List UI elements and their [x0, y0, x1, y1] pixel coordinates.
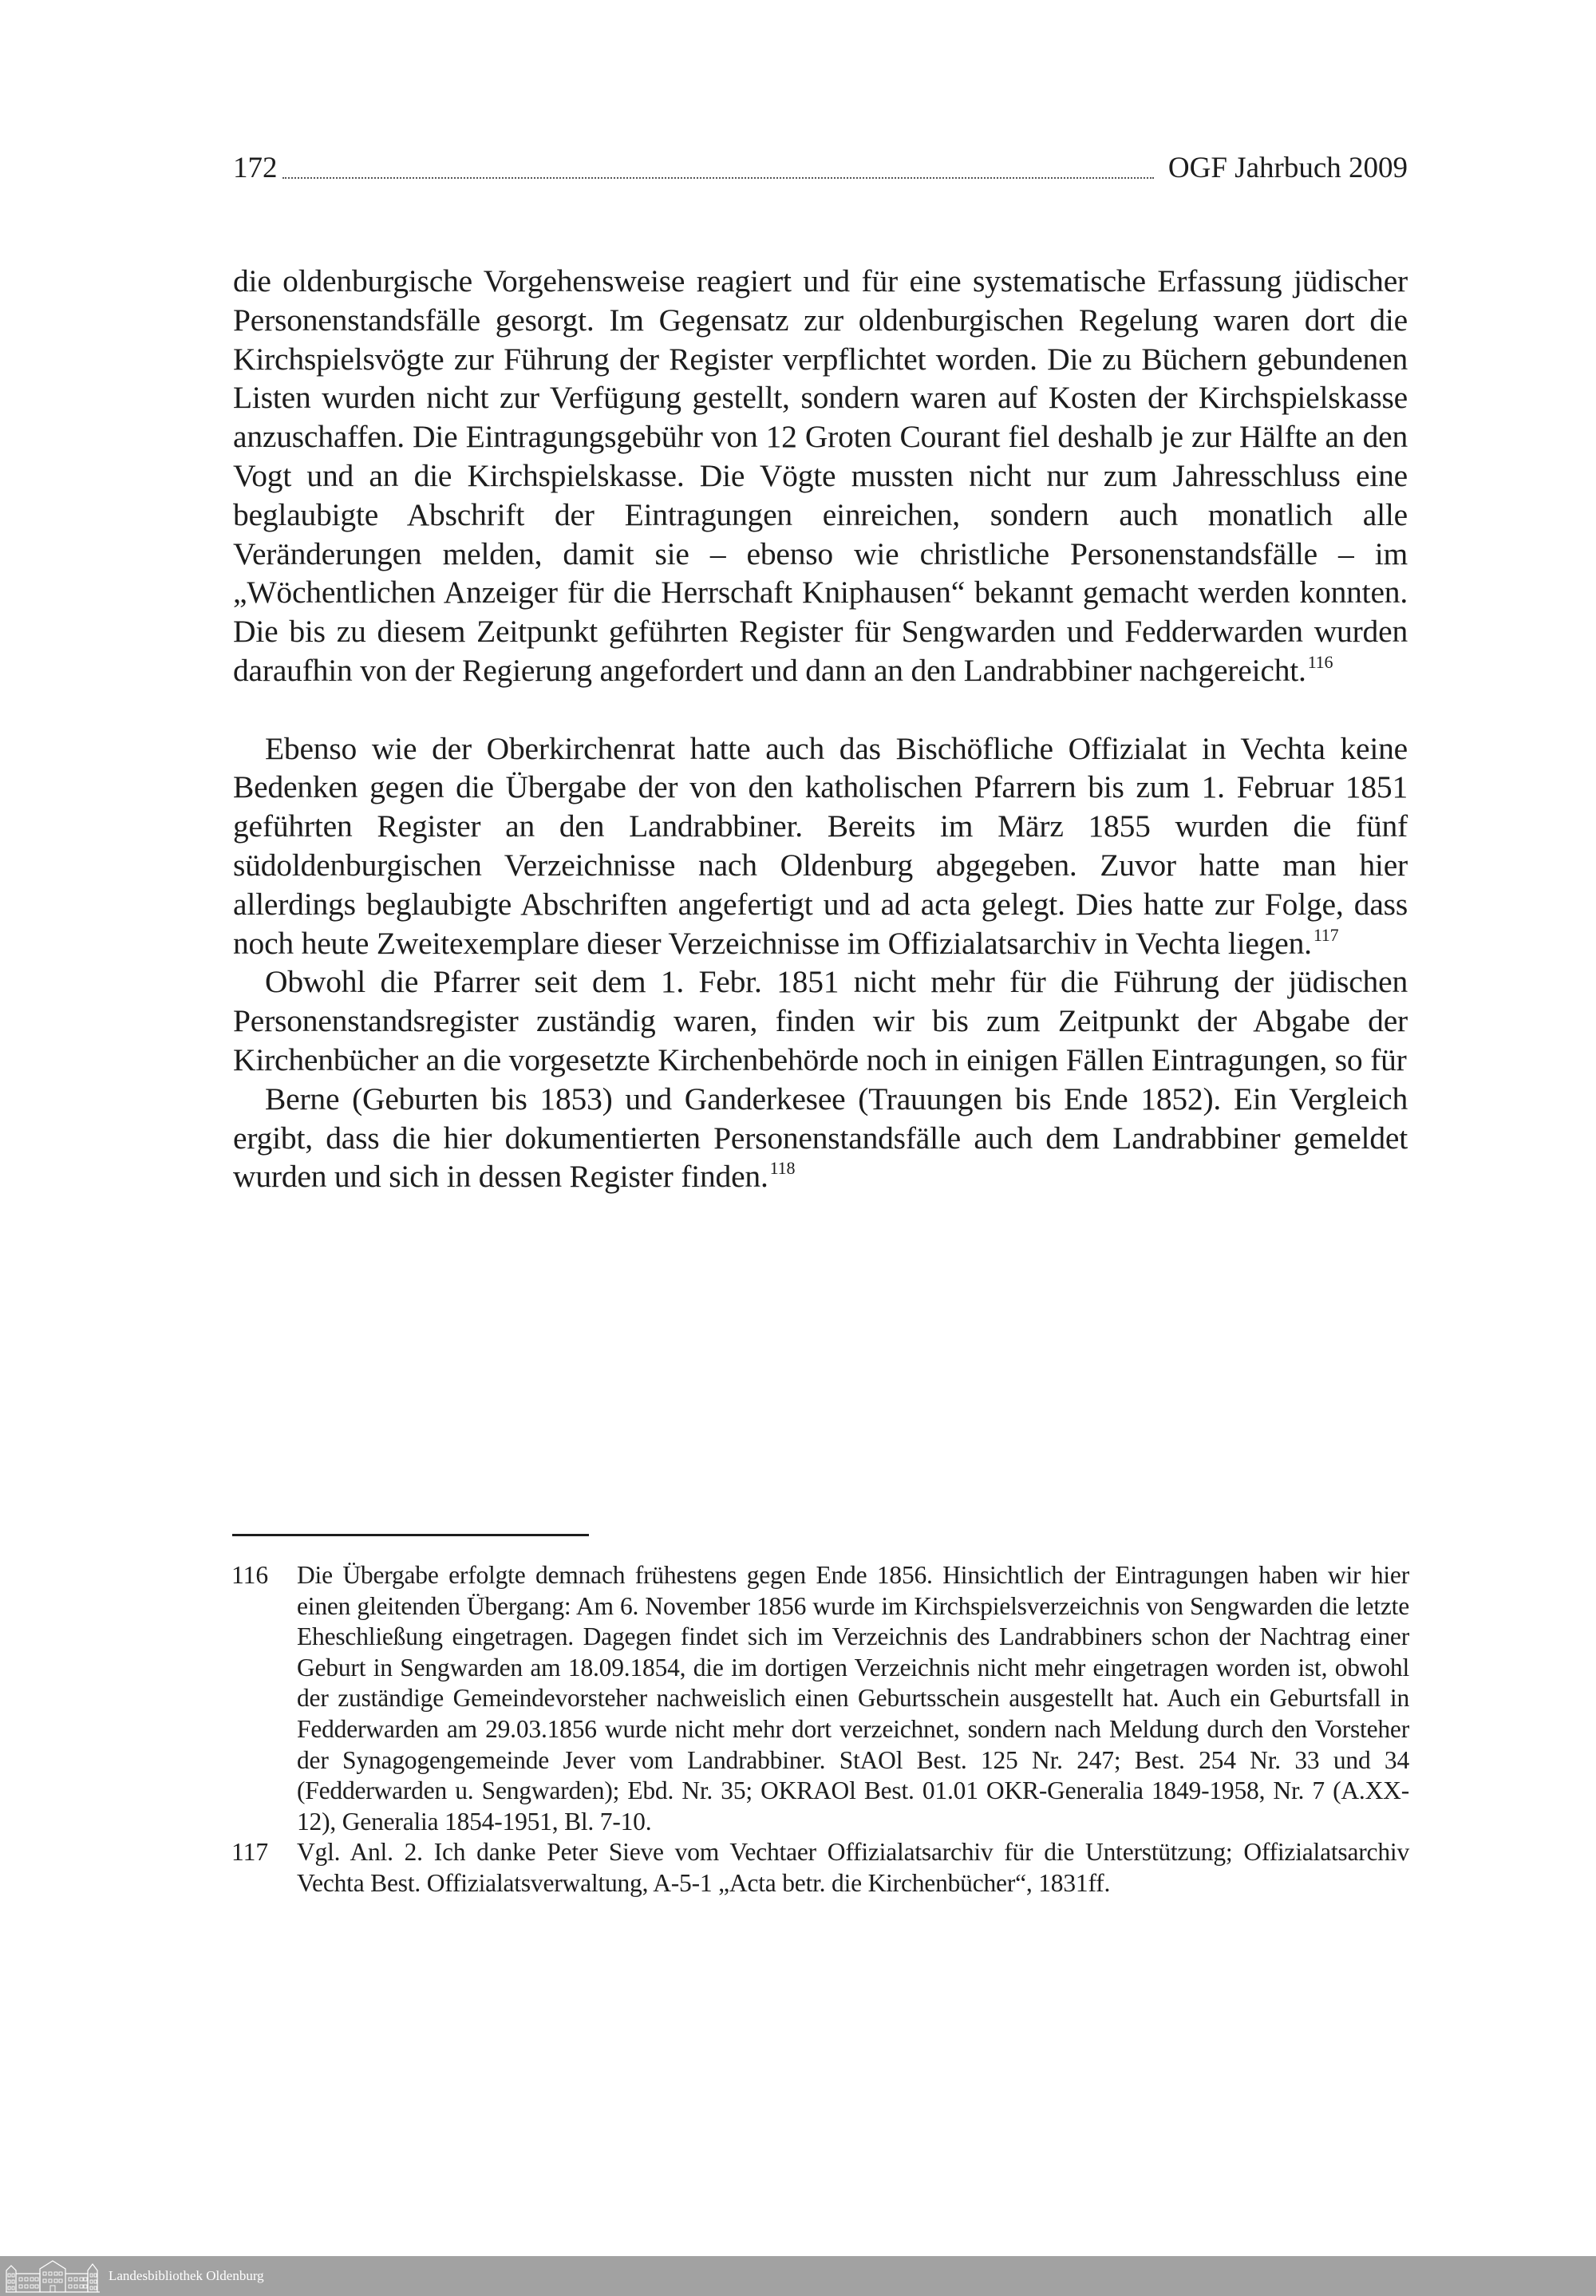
paragraph-text: Obwohl die Pfarrer seit dem 1. Febr. 1851 nicht mehr für die Führung der jüdischen Personenstandsregister zuständig waren, finden wir bis zum Zeitpunkt der Abgabe der Kirchenbücher an die vorgesetzte Kirchenbehörde noch in einigen Fällen Eintragungen, so für	[233, 964, 1408, 1077]
journal-title: OGF Jahrbuch 2009	[1167, 152, 1408, 184]
footnote-ref-117[interactable]: 117	[1313, 924, 1339, 945]
paragraph-4	[233, 1080, 1408, 1196]
header-dotted-rule	[282, 177, 1154, 179]
footnote-number: 117	[231, 1838, 269, 1867]
footnote-text: Die Übergabe erfolgte demnach frühestens gegen Ende 1856. Hinsichtlich der Eintragungen haben wir hier einen gleitenden Übergang: Am 6. November 1856 wurde im Kirchspielsverzeichnis von Sengwarden die letzte Eheschließung eingetragen. Dagegen findet sich im Verzeichnis des Landrabbiners schon der Nachtrag einer Geburt in Sengwarden am 18.09.1854, die im dortigen Verzeichnis nicht mehr eingetragen worden ist, obwohl der zuständige Gemeindevorsteher nachweislich einen Geburtsschein ausgestellt hat. Auch ein Geburtsfall in Fedderwarden am 29.03.1856 wurde nicht mehr dort verzeichnet, sondern nach Meldung durch den Vorsteher der Synagogengemeinde Jever vom Landrabbiner. StAOl Best. 125 Nr. 247; Best. 254 Nr. 33 und 34 (Fedderwarden u. Sengwarden); Ebd. Nr. 35; OKRAOl Best. 01.01 OKR-Generalia 1849-1958, Nr. 7 (A.XX-12), Generalia 1854-1951, Bl. 7-10.	[297, 1561, 1409, 1836]
paragraph-text: Ebenso wie der Oberkirchenrat hatte auch das Bischöfliche Offizialat in Vechta keine Bedenken gegen die Übergabe der von den katholischen Pfarrern bis zum 1. Februar 1851 geführten Register an den Landrabbiner. Bereits im März 1855 wurden die fünf südoldenburgischen Verzeichnisse nach Oldenburg abgegeben. Zuvor hatte man hier allerdings beglaubigte Abschriften angefertigt und ad acta gelegt. Dies hatte zur Folge, dass noch heute Zweitexemplare dieser Verzeichnisse im Offizialatsarchiv in Vechta liegen.	[233, 730, 1408, 961]
paragraph-1	[233, 262, 1408, 690]
main-text	[233, 262, 1408, 1196]
footnote-116	[231, 1560, 1409, 1837]
footnote-text: Vgl. Anl. 2. Ich danke Peter Sieve vom Vechtaer Offizialatsarchiv für die Unterstützung; Offizialatsarchiv Vechta Best. Offizialatsverwaltung, A-5-1 „Acta betr. die Kirchenbücher“, 1831ff.	[297, 1838, 1409, 1897]
footnote-117	[231, 1837, 1409, 1899]
paragraph-text: die oldenburgische Vorgehensweise reagiert und für eine systematische Erfassung jüdischer Personenstandsfälle gesorgt. Im Gegensatz zur oldenburgischen Regelung waren dort die Kirchspielsvögte zur Führung der Register verpflichtet worden. Die zu Büchern gebundenen Listen wurden nicht zur Verfügung gestellt, sondern waren auf Kosten der Kirchspielskasse anzuschaffen. Die Eintragungsgebühr von 12 Groten Courant fiel deshalb je zur Hälfte an den Vogt und an die Kirchspielskasse. Die Vögte mussten nicht nur zum Jahresschluss eine beglaubigte Abschrift der Eintragungen einreichen, sondern auch monatlich alle Veränderungen melden, damit sie – ebenso wie christliche Personenstandsfälle – im „Wöchentlichen Anzeiger für die Herrschaft Kniphausen“ bekannt gemacht werden konnten. Die bis zu diesem Zeitpunkt geführten Register für Sengwarden und Fedderwarden wurden daraufhin von der Regierung angefordert und dann an den Landrabbiner nachgereicht.	[233, 263, 1408, 688]
library-name: Landesbibliothek Oldenburg	[109, 2268, 264, 2283]
running-head	[233, 150, 1408, 187]
footnotes	[231, 1560, 1409, 1899]
footnote-ref-118[interactable]: 118	[769, 1158, 796, 1179]
paragraph-text: Berne (Geburten bis 1853) und Ganderkesee (Trauungen bis Ende 1852). Ein Vergleich ergibt, dass die hier dokumentierten Personenstandsfälle auch dem Landrabbiner gemeldet wurden und sich in dessen Register finden.	[233, 1081, 1408, 1195]
page-number: 172	[233, 152, 278, 184]
library-building-icon	[5, 2259, 101, 2293]
library-footer-bar	[0, 2256, 1596, 2296]
footnote-number: 116	[231, 1561, 269, 1589]
footnote-ref-116[interactable]: 116	[1307, 651, 1333, 672]
paragraph-2	[233, 729, 1408, 963]
paragraph-3	[233, 962, 1408, 1079]
footnote-separator	[232, 1534, 589, 1536]
